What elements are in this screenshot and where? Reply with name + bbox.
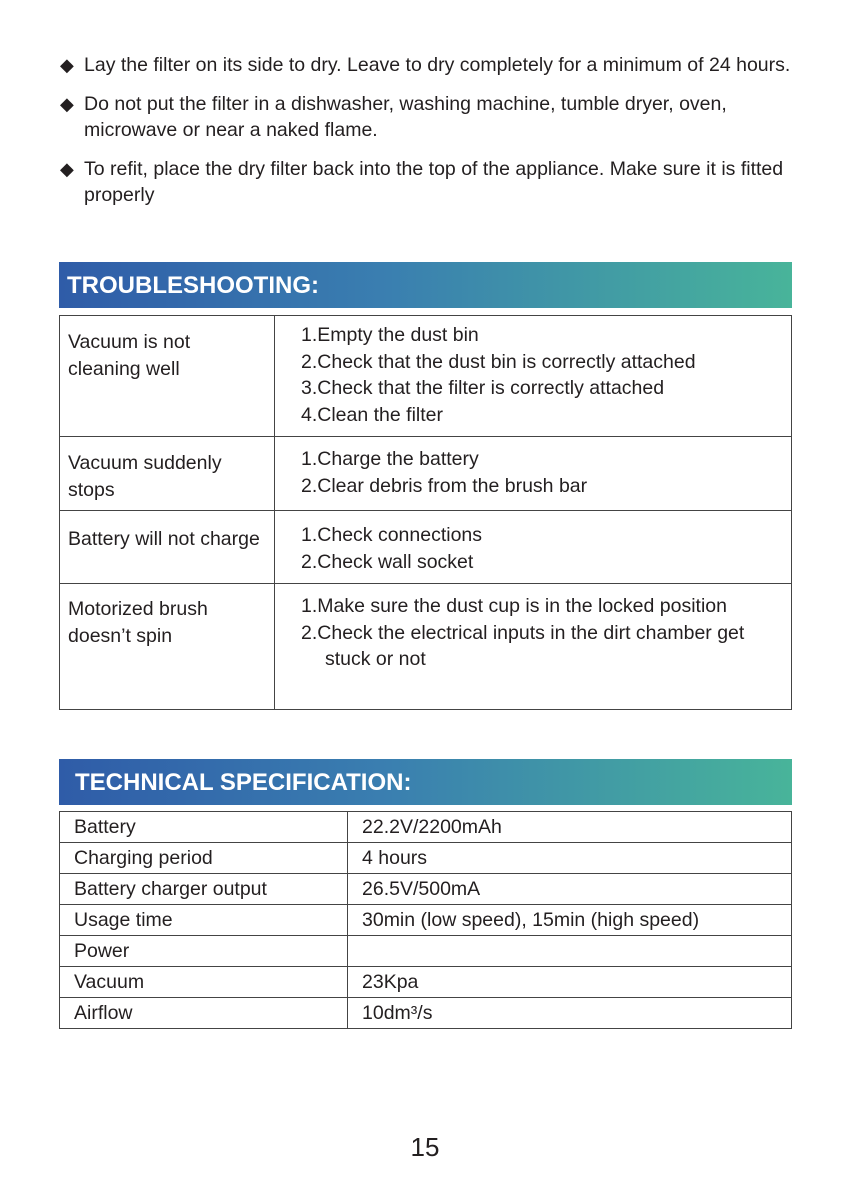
table-row <box>60 812 792 843</box>
spec-value <box>348 936 792 967</box>
problem-cell: Vacuum suddenly stops <box>60 437 275 511</box>
page-number: 15 <box>410 1132 440 1162</box>
troubleshooting-heading: TROUBLESHOOTING: <box>59 262 792 308</box>
table-row <box>60 316 792 437</box>
solution-step: 2.Clear debris from the brush bar <box>301 474 588 497</box>
specification-heading: TECHNICAL SPECIFICATION: <box>59 759 792 805</box>
problem-cell: Vacuum is not cleaning well <box>60 316 275 437</box>
spec-label: Airflow <box>60 998 348 1029</box>
spec-label: Battery charger output <box>60 874 348 905</box>
spec-label: Vacuum <box>60 967 348 998</box>
spec-value: 4 hours <box>348 843 792 874</box>
problem-cell: Battery will not charge <box>60 511 275 584</box>
solution-cell <box>275 316 792 437</box>
problem-cell: Motorized brush doesn’t spin <box>60 584 275 710</box>
solution-step: 2.Check that the dust bin is correctly attached <box>301 350 696 373</box>
table-row <box>60 998 792 1029</box>
solution-cell <box>275 437 792 511</box>
bullet-item <box>60 156 800 209</box>
bullet-text: To refit, place the dry filter back into the top of the appliance. Make sure it is fitted properly <box>84 157 784 206</box>
troubleshooting-table <box>59 315 792 710</box>
table-row <box>60 584 792 710</box>
table-row <box>60 936 792 967</box>
table-row <box>60 874 792 905</box>
solution-step: 2.Check wall socket <box>301 550 474 573</box>
solution-step: 1.Charge the battery <box>301 448 479 470</box>
spec-label: Charging period <box>60 843 348 874</box>
spec-value: 23Kpa <box>348 967 792 998</box>
specification-table <box>59 811 792 1029</box>
table-row <box>60 967 792 998</box>
solution-step: 4.Clean the filter <box>301 403 443 426</box>
table-row <box>60 511 792 584</box>
solution-step: 2.Check the electrical inputs in the dirt chamber get stuck or not <box>301 621 745 670</box>
solution-step: 3.Check that the filter is correctly attached <box>301 377 665 399</box>
spec-value: 30min (low speed), 15min (high speed) <box>348 905 792 936</box>
solution-step: 1.Empty the dust bin <box>301 324 479 346</box>
solution-cell <box>275 511 792 584</box>
solution-step: 1.Check connections <box>301 524 483 546</box>
diamond-bullet-icon: ◆ <box>60 93 74 114</box>
diamond-bullet-icon: ◆ <box>60 55 74 75</box>
solution-cell <box>275 584 792 710</box>
spec-label: Battery <box>60 812 348 843</box>
table-row <box>60 843 792 874</box>
spec-value: 22.2V/2200mAh <box>348 812 792 843</box>
table-row <box>60 437 792 511</box>
bullet-item <box>60 52 800 79</box>
spec-value: 10dm³/s <box>348 998 792 1029</box>
spec-value: 26.5V/500mA <box>348 874 792 905</box>
diamond-bullet-icon: ◆ <box>60 158 74 179</box>
solution-step: 1.Make sure the dust cup is in the locked position <box>301 595 727 617</box>
table-row <box>60 905 792 936</box>
instruction-bullets <box>60 52 800 221</box>
bullet-item <box>60 91 800 144</box>
bullet-text: Do not put the filter in a dishwasher, washing machine, tumble dryer, oven, microwave or near a naked flame. <box>84 92 727 141</box>
spec-label: Power <box>60 936 348 967</box>
spec-label: Usage time <box>60 905 348 936</box>
bullet-text: Lay the filter on its side to dry. Leave to dry completely for a minimum of 24 hours. <box>84 54 791 76</box>
